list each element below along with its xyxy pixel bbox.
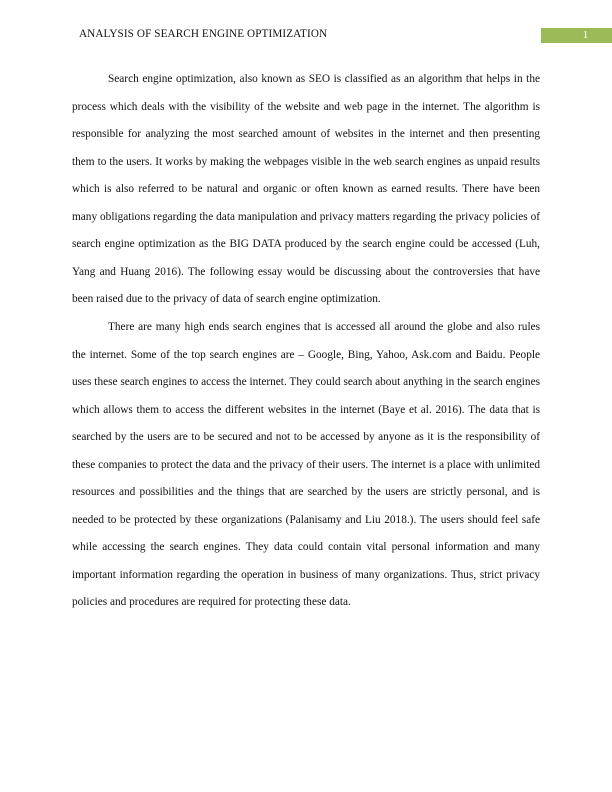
page-number: 1 (541, 28, 612, 43)
running-head: ANALYSIS OF SEARCH ENGINE OPTIMIZATION (79, 28, 328, 40)
body-text (72, 66, 540, 617)
paragraph-2: There are many high ends search engines that is accessed all around the globe and also rules the internet. Some of the top search engines are – Google, Bing, Yahoo, Ask.com and Baidu. People uses these search engines to access the internet. They could search about anything in the search engines which allows them to access the different websites in the internet (Baye et al. 2016). The data that is searched by the users are to be secured and not to be accessed by anyone as it is the responsibility of these companies to protect the data and the privacy of their users. The internet is a place with unlimited resources and possibilities and the things that are searched by the users are strictly personal, and is needed to be protected by these organizations (Palanisamy and Liu 2018.). The users should feel safe while accessing the search engines. They data could contain vital personal information and many important information regarding the operation in business of many organizations. Thus, strict privacy policies and procedures are required for protecting these data. (72, 321, 540, 608)
paragraph-1: Search engine optimization, also known as SEO is classified as an algorithm that helps in the process which deals with the visibility of the website and web page in the internet. The algorithm is responsible for analyzing the most searched amount of websites in the internet and then presenting them to the users. It works by making the webpages visible in the web search engines as unpaid results which is also referred to be natural and organic or often known as earned results. There have been many obligations regarding the data manipulation and privacy matters regarding the privacy policies of search engine optimization as the BIG DATA produced by the search engine could be accessed (Luh, Yang and Huang 2016). The following essay would be discussing about the controversies that have been raised due to the privacy of data of search engine optimization. (72, 73, 540, 305)
